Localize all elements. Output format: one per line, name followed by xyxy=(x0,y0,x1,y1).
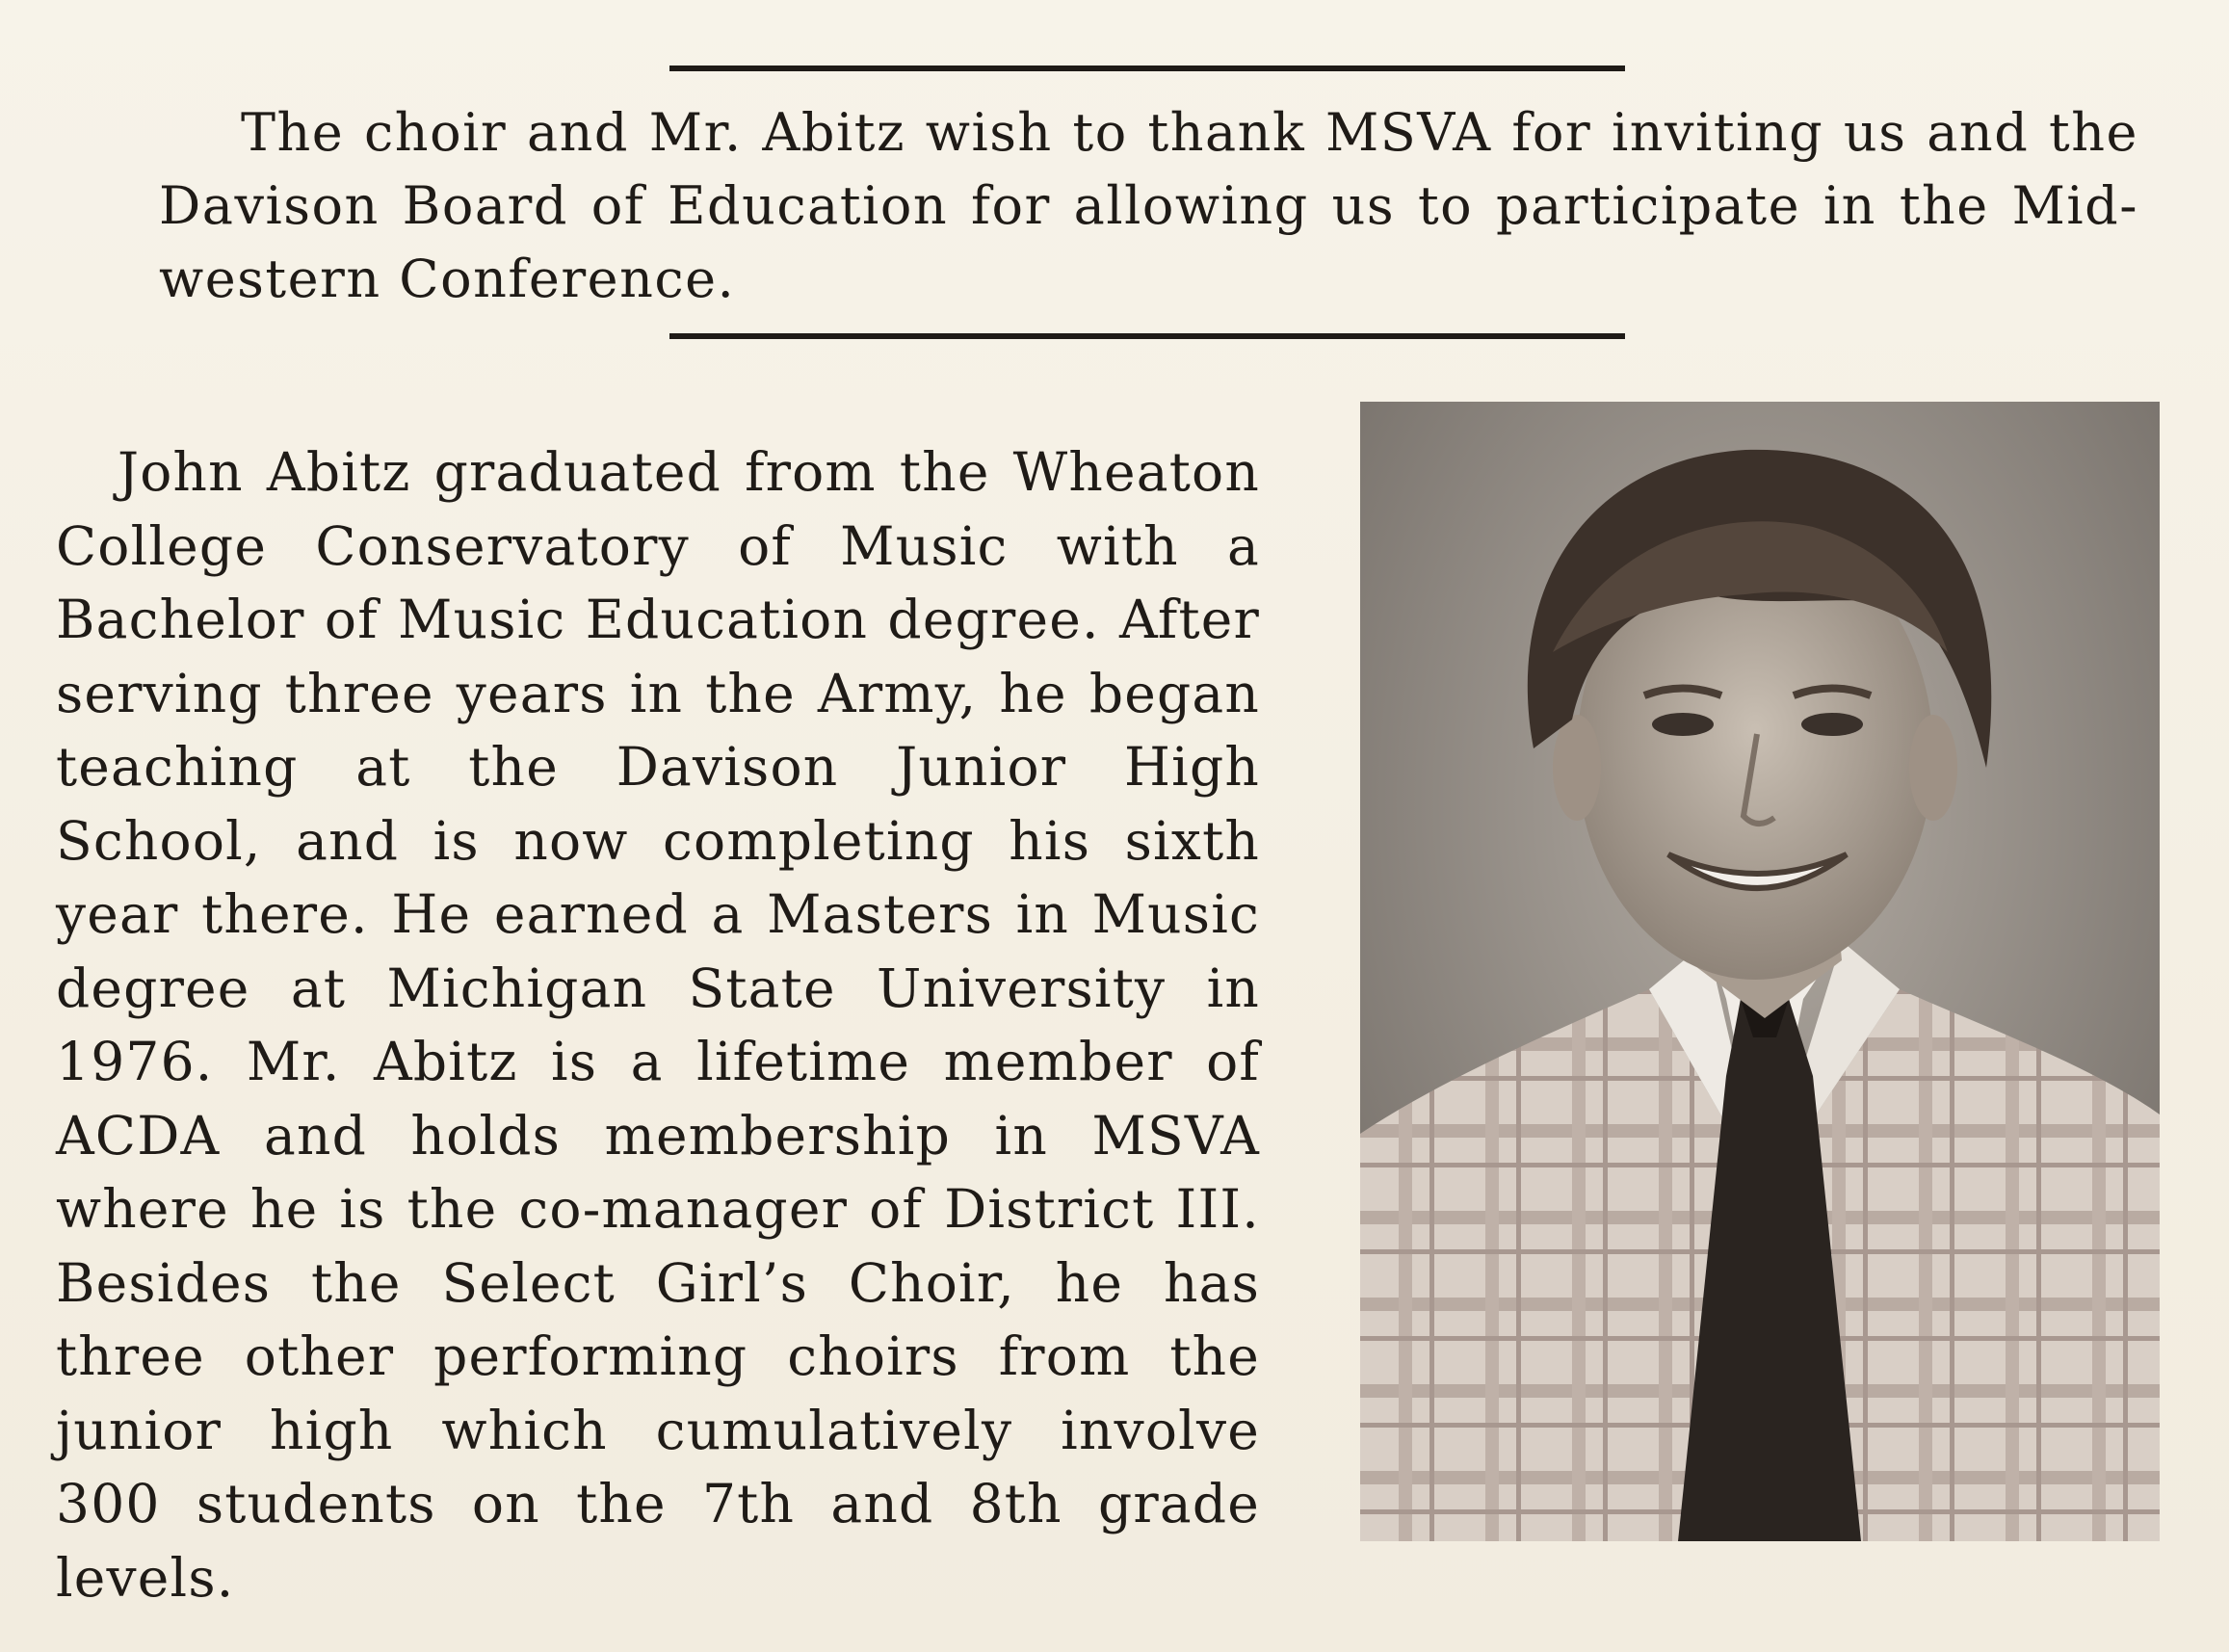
bottom-divider-rule xyxy=(669,333,1625,339)
thanks-note: The choir and Mr. Abitz wish to thank MSVA for inviting us and the Davison Board of Education for allowing us to participate in the Mid-western Conference. xyxy=(159,102,2138,309)
top-divider-rule xyxy=(669,66,1625,71)
portrait-photo xyxy=(1360,402,2160,1541)
portrait-illustration xyxy=(1360,402,2160,1541)
biography-paragraph: John Abitz graduated from the Wheaton College Conservatory of Music with a Bachelor of Music Education degree. After serving three years in the Army, he began teaching at the Davison Junior High School, and is now completing his sixth year there. He earned a Masters in Music degree at Michigan State University in 1976. Mr. Abitz is a lifetime member of ACDA and holds membership in MSVA where he is the co-manager of District III. Besides the Select Girl’s Choir, he has three other performing choirs from the junior high which cumulatively involve 300 students on the 7th and 8th grade levels. xyxy=(56,441,1260,1609)
